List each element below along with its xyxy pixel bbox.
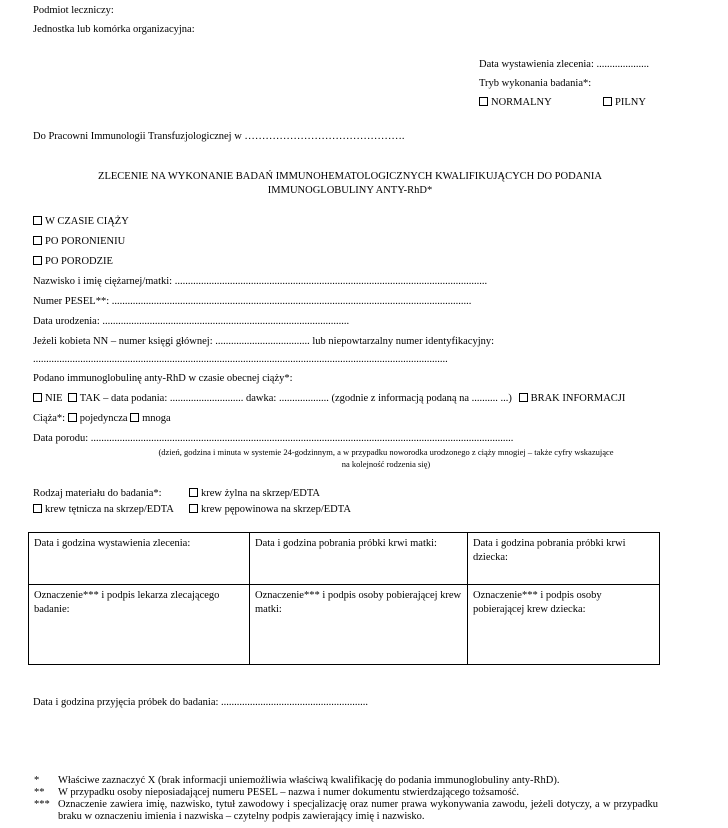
material-venous[interactable] xyxy=(189,487,320,500)
checkbox-no-info[interactable] xyxy=(519,393,528,402)
cell-mother-sample-datetime[interactable]: Data i godzina pobrania próbki krwi matki: xyxy=(250,533,468,585)
multiple-label: mnoga xyxy=(142,413,171,424)
material-cord[interactable] xyxy=(189,503,351,516)
cell-mother-sampler-signature[interactable]: Oznaczenie*** i podpis osoby pobierającej krew matki: xyxy=(250,585,468,665)
issue-date-field[interactable]: Data wystawienia zlecenia: .................... xyxy=(479,59,649,70)
checkbox-venous[interactable] xyxy=(189,488,198,497)
name-field[interactable]: Nazwisko i imię ciężarnej/matki: ....................................................................................................................... xyxy=(33,276,488,287)
option-miscarriage[interactable] xyxy=(33,235,125,248)
entity-label: Podmiot leczniczy: xyxy=(33,5,114,16)
checkbox-urgent[interactable] xyxy=(603,97,612,106)
immuno-options xyxy=(33,392,625,405)
cell-child-sample-datetime[interactable]: Data i godzina pobrania próbki krwi dziecka: xyxy=(468,533,660,585)
option-pregnancy[interactable] xyxy=(33,215,129,228)
option-birth[interactable] xyxy=(33,255,113,268)
footnote-text: Oznaczenie zawiera imię, nazwisko, tytuł zawodowy i specjalizację oraz numer prawa wykonywania zawodu, jeżeli dotyczy, a w przypadku braku w oznaczeniu imienia i nazwiska – czytelny podpis zawierający imię i nazwisko. xyxy=(58,799,658,822)
title-line-2: IMMUNOGLOBULINY ANTY-RhD* xyxy=(267,185,433,196)
footnote-mark: *** xyxy=(34,799,50,810)
cord-label: krew pępowinowa na skrzep/EDTA xyxy=(201,504,351,515)
mode-normal-option[interactable] xyxy=(479,96,552,109)
cell-doctor-signature[interactable]: Oznaczenie*** i podpis lekarza zlecającego badanie: xyxy=(29,585,250,665)
footnote-mark: ** xyxy=(34,787,45,798)
birth-date-field[interactable]: Data porodu: ................................................................................................................................................................. xyxy=(33,433,514,444)
footnote xyxy=(34,787,662,799)
pregnancy-type xyxy=(33,412,171,425)
checkbox-arterial[interactable] xyxy=(33,504,42,513)
cell-issue-datetime[interactable]: Data i godzina wystawienia zlecenia: xyxy=(29,533,250,585)
checkbox-normal[interactable] xyxy=(479,97,488,106)
option-pregnancy-label: W CZASIE CIĄŻY xyxy=(45,216,129,227)
material-arterial[interactable] xyxy=(33,503,174,516)
footnote-text: W przypadku osoby nieposiadającej numeru PESEL – nazwa i numer dokumentu stwierdzającego tożsamość. xyxy=(58,787,519,798)
cell-child-sampler-signature[interactable]: Oznaczenie*** i podpis osoby pobierającej krew dziecka: xyxy=(468,585,660,665)
title-line-1: ZLECENIE NA WYKONANIE BADAŃ IMMUNOHEMATOLOGICZNYCH KWALIFIKUJĄCYCH DO PODANIA xyxy=(98,171,602,182)
checkbox-cord[interactable] xyxy=(189,504,198,513)
checkbox-single[interactable] xyxy=(68,413,77,422)
checkbox-miscarriage[interactable] xyxy=(33,236,42,245)
nn-dots[interactable]: .............................................................................................................................................................. xyxy=(33,354,448,365)
checkbox-pregnancy[interactable] xyxy=(33,216,42,225)
checkbox-multiple[interactable] xyxy=(130,413,139,422)
nn-field[interactable]: Jeżeli kobieta NN – numer księgi głównej: .................................... lub niepowtarzalny numer identyfikacyjny: xyxy=(33,336,495,347)
birth-note-1: (dzień, godzina i minuta w systemie 24-godzinnym, a w przypadku noworodka urodzonego z ciąży mnogiej – także cyfry wskazujące xyxy=(158,447,614,457)
option-miscarriage-label: PO PORONIENIU xyxy=(45,236,126,247)
footnote xyxy=(34,799,662,823)
immuno-label: Podano immunoglobulinę anty-RhD w czasie obecnej ciąży*: xyxy=(33,373,293,384)
dob-field[interactable]: Data urodzenia: .............................................................................................. xyxy=(33,316,350,327)
mode-label: Tryb wykonania badania*: xyxy=(479,78,592,89)
no-label: NIE xyxy=(45,393,63,404)
footnote-mark: * xyxy=(34,775,40,786)
arterial-label: krew tętnicza na skrzep/EDTA xyxy=(45,504,174,515)
mode-urgent-option[interactable] xyxy=(603,96,646,109)
single-label: pojedyncza xyxy=(79,413,128,424)
pregnancy-label: Ciąża*: xyxy=(33,413,66,424)
table-row xyxy=(29,533,660,585)
mode-urgent-label: PILNY xyxy=(615,97,646,108)
no-info-label: BRAK INFORMACJI xyxy=(530,393,626,404)
birth-note-2: na kolejność rodzenia się) xyxy=(341,459,431,469)
footnote-text: Właściwe zaznaczyć X (brak informacji uniemożliwia właściwą kwalifikację do podania immunoglobuliny anty-RhD). xyxy=(58,775,560,786)
unit-label: Jednostka lub komórka organizacyjna: xyxy=(33,24,195,35)
yes-line[interactable]: TAK – data podania: ............................ dawka: ................... (zgodnie z informacją podaną na .......... ...) xyxy=(79,393,512,404)
receipt-field[interactable]: Data i godzina przyjęcia próbek do badania: ........................................................ xyxy=(33,697,369,708)
table-row xyxy=(29,585,660,665)
checkbox-no[interactable] xyxy=(33,393,42,402)
option-birth-label: PO PORODZIE xyxy=(45,256,113,267)
lab-line[interactable]: Do Pracowni Immunologii Transfuzjologicznej w ………………………………………. xyxy=(33,131,405,142)
checkbox-birth[interactable] xyxy=(33,256,42,265)
checkbox-yes[interactable] xyxy=(68,393,77,402)
material-label: Rodzaj materiału do badania*: xyxy=(33,488,162,499)
signature-table xyxy=(28,532,660,665)
venous-label: krew żylna na skrzep/EDTA xyxy=(201,488,320,499)
mode-normal-label: NORMALNY xyxy=(491,97,552,108)
footnote xyxy=(34,775,662,787)
pesel-field[interactable]: Numer PESEL**: ......................................................................................................................................... xyxy=(33,296,472,307)
